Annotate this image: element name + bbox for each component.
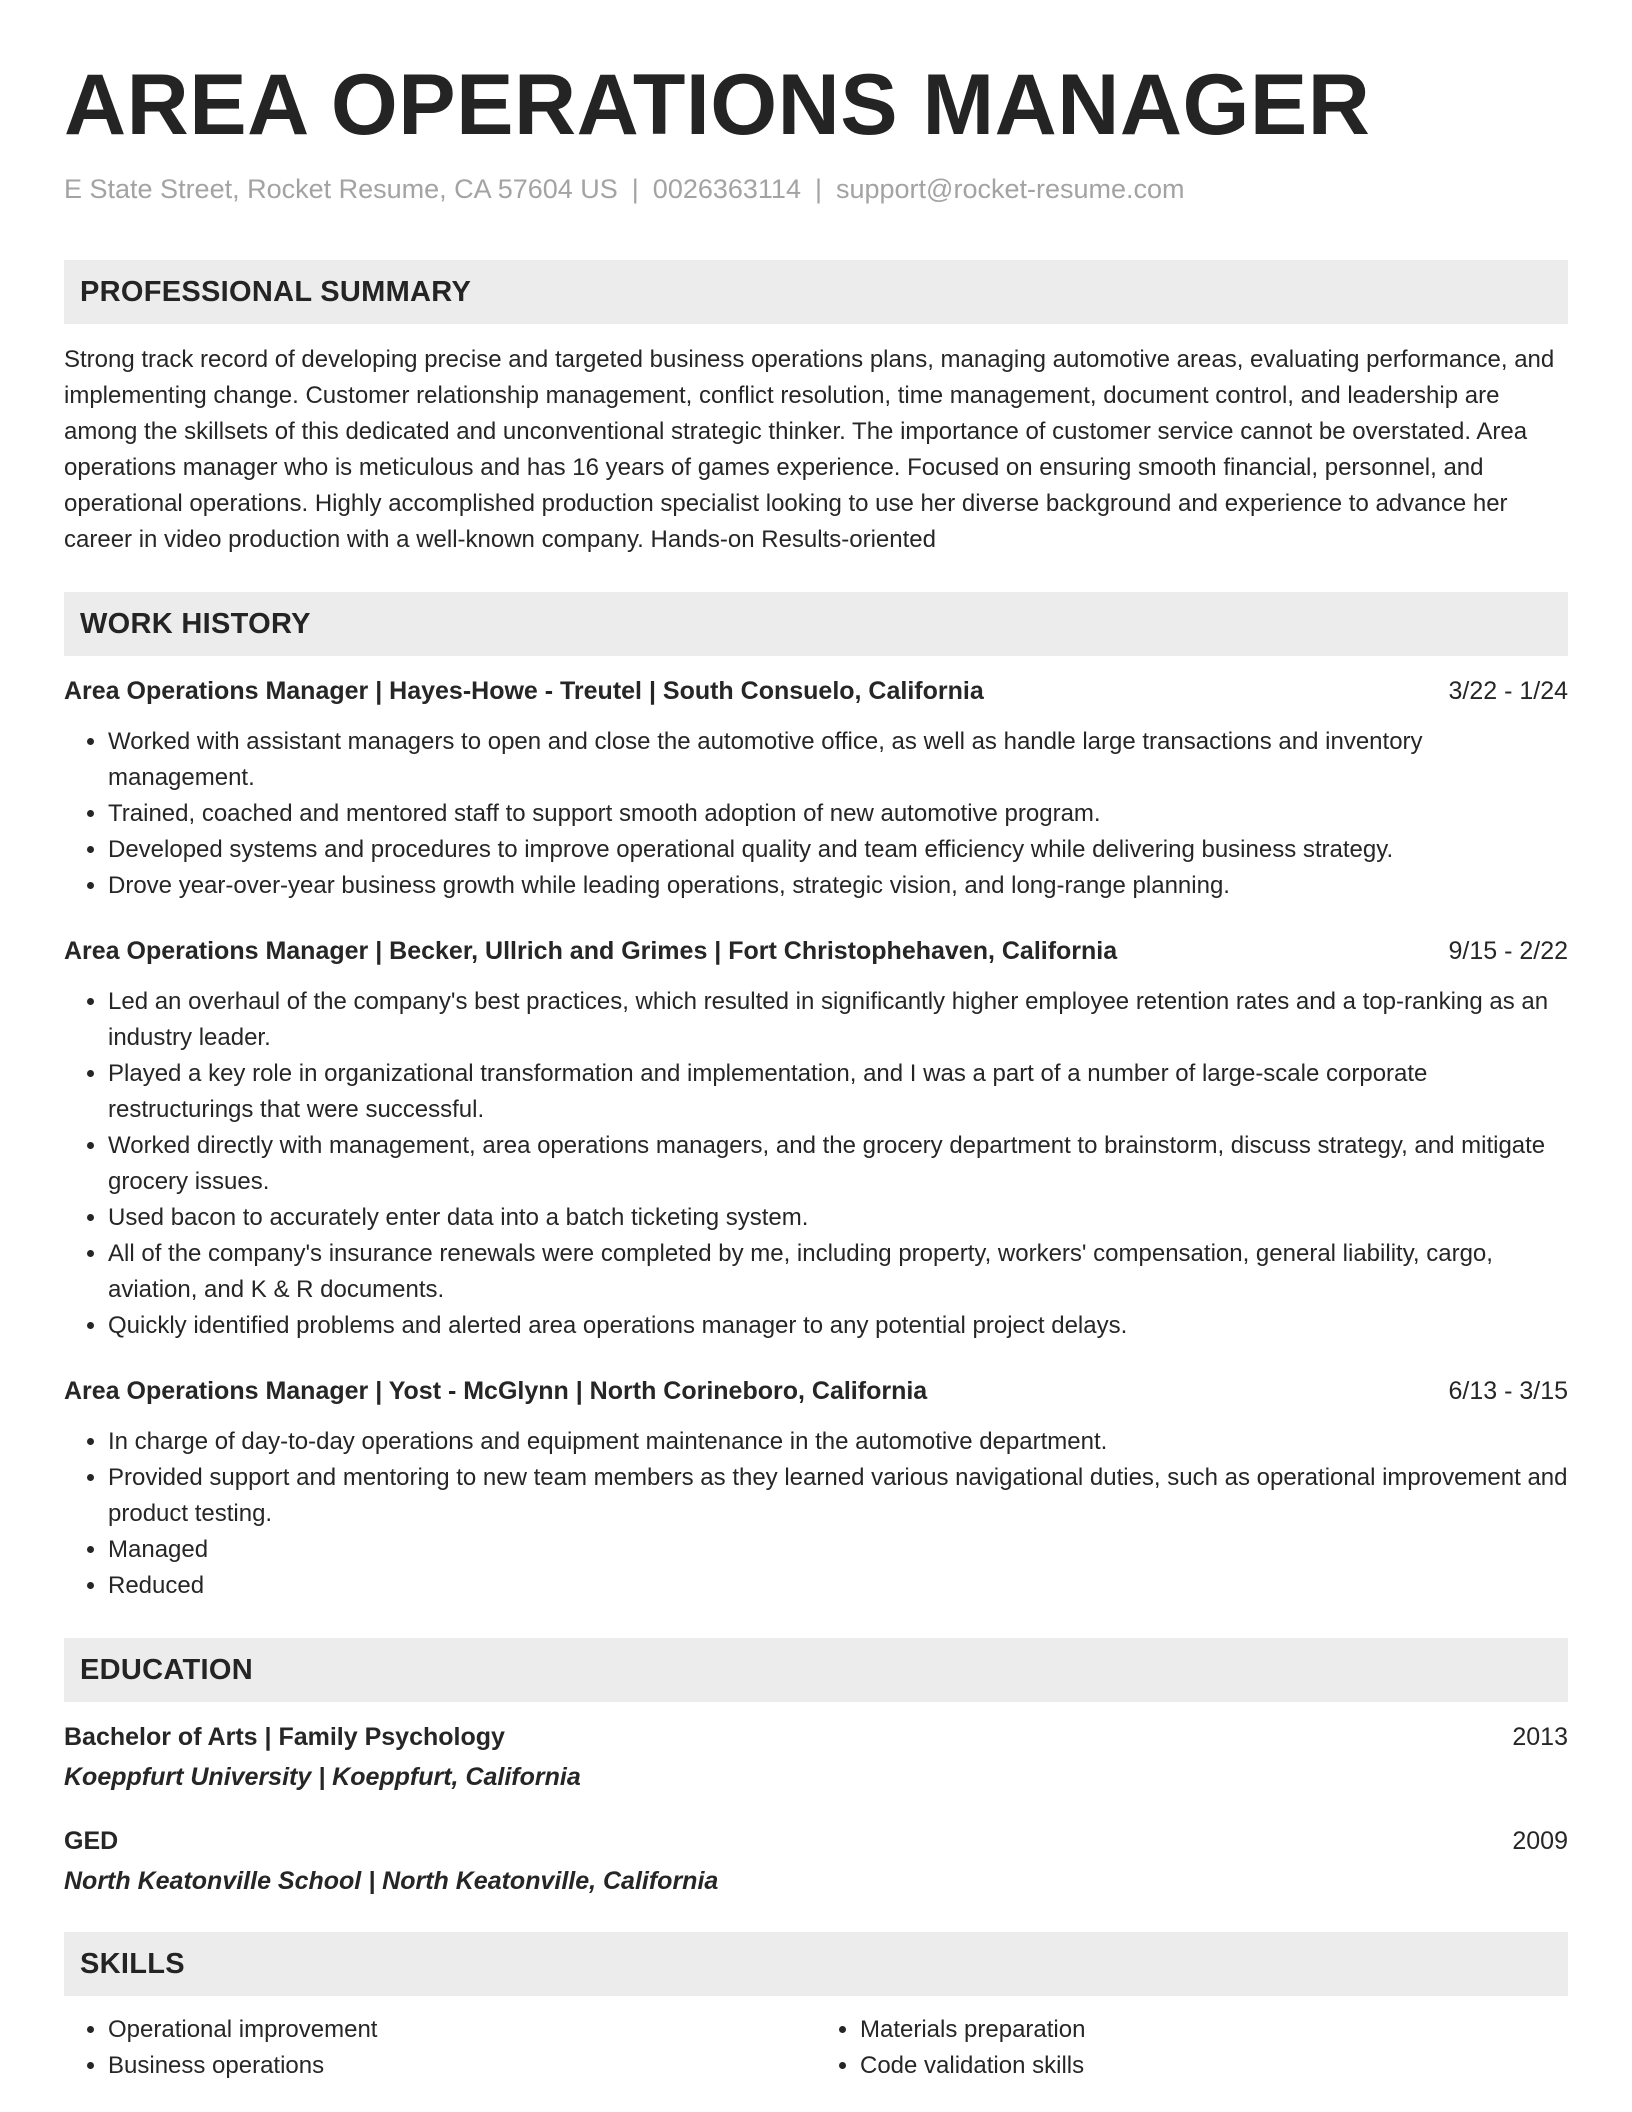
degree: Bachelor of Arts | Family Psychology [64, 1723, 505, 1751]
section-title: WORK HISTORY [80, 607, 311, 640]
list-item: • Drove year-over-year business growth while leading operations, strategic vision, and long-range planning. [108, 868, 1568, 904]
job-bullets [64, 724, 1568, 904]
contact-line [64, 172, 1568, 206]
job-dates: 3/22 - 1/24 [1448, 677, 1568, 705]
job-dates: 6/13 - 3/15 [1448, 1377, 1568, 1405]
job-title: Area Operations Manager | Yost - McGlynn | North Corineboro, California [64, 1377, 928, 1405]
job-header [64, 1374, 1568, 1408]
job-dates: 9/15 - 2/22 [1448, 937, 1568, 965]
list-item: • Operational improvement [108, 2012, 816, 2048]
skills-column-left [64, 2012, 816, 2084]
education-year: 2013 [1512, 1723, 1568, 1751]
job-bullets [64, 1424, 1568, 1604]
section-header-summary [64, 260, 1568, 324]
job-header [64, 674, 1568, 708]
skills-column-right [816, 2012, 1568, 2084]
education-header [64, 1720, 1568, 1754]
summary-text: Strong track record of developing precise and targeted business operations plans, managing automotive areas, evaluating performance, and implementing change. Customer relationship management, conflict resolution, time management, document control, and leadership are among the skillsets of this dedicated and unconventional strategic thinker. The importance of customer service cannot be overstated. Area operations manager who is meticulous and has 16 years of games experience. Focused on ensuring smooth financial, personnel, and operational operations. Highly accomplished production specialist looking to use her diverse background and experience to advance her career in video production with a well-known company. Hands-on Results-oriented [64, 346, 1555, 553]
contact-address: E State Street, Rocket Resume, CA 57604 US [64, 174, 618, 204]
list-item: • Materials preparation [860, 2012, 1568, 2048]
list-item: • Managed [108, 1532, 1568, 1568]
job-entry [64, 1374, 1568, 1604]
section-title: PROFESSIONAL SUMMARY [80, 275, 472, 308]
contact-separator: | [814, 174, 822, 204]
list-item: • Worked directly with management, area operations managers, and the grocery department to brainstorm, discuss strategy, and mitigate grocery issues. [108, 1128, 1568, 1200]
list-item: • Code validation skills [860, 2048, 1568, 2084]
contact-separator: | [631, 174, 639, 204]
section-header-education [64, 1638, 1568, 1702]
list-item: • Used bacon to accurately enter data into a batch ticketing system. [108, 1200, 1568, 1236]
list-item: • Played a key role in organizational transformation and implementation, and I was a part of a number of large-scale corporate restructurings that were successful. [108, 1056, 1568, 1128]
section-title: EDUCATION [80, 1653, 253, 1686]
section-header-skills [64, 1932, 1568, 1996]
list-item: • All of the company's insurance renewals were completed by me, including property, workers' compensation, general liability, cargo, aviation, and K & R documents. [108, 1236, 1568, 1308]
contact-email: support@rocket-resume.com [835, 174, 1185, 204]
education-year: 2009 [1512, 1827, 1568, 1855]
job-header [64, 934, 1568, 968]
list-item: • Provided support and mentoring to new team members as they learned various navigational duties, such as operational improvement and product testing. [108, 1460, 1568, 1532]
list-item: • Led an overhaul of the company's best practices, which resulted in significantly higher employee retention rates and a top-ranking as an industry leader. [108, 984, 1568, 1056]
list-item: • Reduced [108, 1568, 1568, 1604]
education-entry [64, 1824, 1568, 1898]
degree: GED [64, 1827, 119, 1855]
list-item: • In charge of day-to-day operations and equipment maintenance in the automotive department. [108, 1424, 1568, 1460]
education-entry [64, 1720, 1568, 1794]
job-bullets [64, 984, 1568, 1344]
school: North Keatonville School | North Keatonville, California [64, 1867, 719, 1895]
job-title: Area Operations Manager | Hayes-Howe - Treutel | South Consuelo, California [64, 677, 984, 705]
school: Koeppfurt University | Koeppfurt, California [64, 1763, 581, 1791]
list-item: • Trained, coached and mentored staff to support smooth adoption of new automotive program. [108, 796, 1568, 832]
education-header [64, 1824, 1568, 1858]
list-item: • Developed systems and procedures to improve operational quality and team efficiency while delivering business strategy. [108, 832, 1568, 868]
job-entry [64, 934, 1568, 1344]
skills-list [64, 2012, 1568, 2084]
section-header-work [64, 592, 1568, 656]
list-item: • Quickly identified problems and alerted area operations manager to any potential project delays. [108, 1308, 1568, 1344]
section-title: SKILLS [80, 1947, 185, 1980]
contact-phone: 0026363114 [652, 174, 801, 204]
list-item: • Worked with assistant managers to open and close the automotive office, as well as handle large transactions and inventory management. [108, 724, 1568, 796]
list-item: • Business operations [108, 2048, 816, 2084]
job-title: Area Operations Manager | Becker, Ullrich and Grimes | Fort Christophehaven, California [64, 937, 1118, 965]
job-entry [64, 674, 1568, 904]
candidate-title: AREA OPERATIONS MANAGER [64, 57, 1371, 153]
